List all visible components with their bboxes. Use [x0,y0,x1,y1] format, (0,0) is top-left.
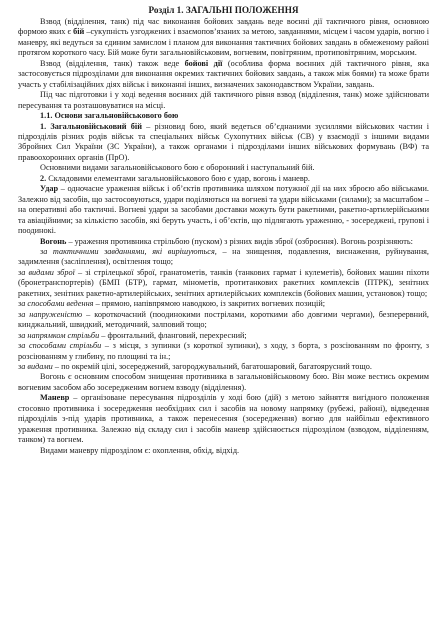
paragraph-text: – одночасне ураження військ і об’єктів противника шляхом потужної дії на них зброєю або військами. Залежно від засобів, що застосовуються, удари поділяються на вогневі та удари військами (силами); за масштабом – на оперативні або тактичні. Вогневі удари за засобами доставки можуть бути ракетними, ракетно-артилерійськими та авіаційними; за кількістю засобів, які беруть участь, і об’єктів, що підлягають ураженню, - зосереджені, групові і поодинокі. [18,184,429,236]
list-item-label: за напруженістю [18,309,83,319]
list-item-direction [18,331,429,341]
term-strike: Удар [40,184,59,194]
paragraph-battle-definition [18,17,429,59]
list-item-fire-types [18,362,429,372]
list-item-text: – по окремій цілі, зосереджений, загороджувальний, багатошаровий, багатоярусний тощо. [52,361,372,371]
paragraph-text: Складовими елементами загальновійськового бою є удар, вогонь і маневр. [46,173,310,183]
list-item-shooting-methods [18,341,429,362]
paragraph-maneuver-types: Видами маневру підрозділом є: охоплення, обхід, відхід. [40,445,240,455]
list-item-intensity [18,310,429,331]
paragraph-text: – ураження противника стрільбою (пуском) з різних видів зброї (озброєння). Вогонь розрізняють: [66,236,413,246]
list-item-label: за видами зброї [18,267,75,277]
paragraph-elements [18,174,429,184]
item-number: 2. [40,173,47,183]
list-item-label: за видами [18,361,53,371]
term-battle: бій [73,27,85,37]
list-item-firing-methods [18,299,429,309]
paragraph-movement: Під час підготовки і у ході ведення воєнних дій тактичного рівня взвод (відділення, танк) може здійснювати пересування та розташовуватися на місці. [18,90,429,110]
term-fire: Вогонь [40,236,67,246]
list-item-weapon-types [18,268,429,299]
paragraph-maneuver [18,393,429,445]
list-item-text: – фронтальний, фланговий, перехресний; [99,330,247,340]
list-item-text: – короткочасний (поодинокими пострілами, короткими або довгими чергами), безперервний, кинджальний, швидкий, методичний, залповий тощо; [18,309,429,330]
list-item-label: за тактичними завданнями, які вирішуються, [40,246,217,256]
paragraph-strike [18,184,429,236]
list-item-label: за напрямком стрільби [18,330,100,340]
list-item-text: – прямою, напівпрямою наводкою, із закритих вогневих позицій; [93,299,326,309]
section-title: Розділ 1. ЗАГАЛЬНІ ПОЛОЖЕННЯ [148,5,299,15]
paragraph-text: Взвод (відділення, танк) під час виконання бойових завдань веде воєнні дії тактичного рівня, основною формою яких є [18,17,429,37]
term-combined-arms-battle: 1. Загальновійськовий бій [40,121,142,131]
term-combat-actions: бойові дії [184,58,223,68]
paragraph-text: (особлива форма воєнних дій тактичного рівня, яка застосовується підрозділами для виконання окремих тактичних бойових завдань, а також між боями) та може брати участь у стабілізаційних діях військ і виконанні інших, визначених законодавством України, завдань. [18,58,429,89]
paragraph-combat-actions [18,59,429,90]
list-item-label: за способами стрільби [18,341,102,351]
paragraph-fire [18,237,429,247]
paragraph-text: Взвод (відділення, танк) також веде [40,58,185,68]
paragraph-fire-main-method: Вогонь є основним способом знищення противника в загальновійськовому бою. Він може вестись окремим вогневим засобом або зосередженим вогнем взводу (відділення). [18,372,429,392]
term-maneuver: Маневр [40,393,70,403]
list-item-text: – на знищення, подавлення, виснаження, руйнування, задимлення (засліплення), освітлення тощо; [18,246,429,267]
list-item-text: – зі стрілецької зброї, гранатометів, танків (танкових гармат і кулеметів), бойових машин піхоти (бронетранспортерів) (БМП (БТР), гармат, мінометів, протитанкових ракетних комплексів (ПТРК), зенітних ракетних, зенітних ракетно-артилерійських, зенітних артилерійських комплексів (бойових машин, установок) тощо; [18,267,429,298]
list-item-tactical-tasks [18,247,429,268]
paragraph-combined-arms [18,122,429,164]
list-item-text: – з місця, з зупинки (з короткої зупинки), з ходу, з борта, з розсіюванням по фронту, з розсіюванням у глибину, по площині та ін.; [18,341,429,361]
list-item-label: за способами ведення [18,299,94,309]
paragraph-text: –сукупність узгоджених і взаємопов’язаних за метою, завданнями, місцем і часом ударів, вогню і маневру, які ведуться за єдиним замислом і планом для виконання тактичних бойових завдань в обмеженому районі протягом короткого часу. Бій може бути загальновійськовим, вогневим, повітряним, протиповітряним, морським. [18,27,429,58]
paragraph-text: – організоване пересування підрозділів у ході бою (дій) з метою зайняття вигідного положення стосовно противника і зосередження необхідних сил і засобів на новому напрямку (рубежі, районі), відведення підрозділів з-під ударів противника, а також перенесення (зосередження) вогню для найбільш ефективного ураження противника. Залежно від складу сил і засобів маневр здійснюється підрозділом (взводом, відділенням, танком) та вогнем. [18,393,429,445]
paragraph-battle-types: Основними видами загальновійськового бою є оборонний і наступальний бій. [40,163,315,173]
subsection-heading: 1.1. Основи загальновійськового бою [40,111,179,121]
paragraph-text: – різновид бою, який ведеться об’єднаними зусиллями військових частин і підрозділів різних родів військ та спеціальних військ Сухопутних військ (СВ) у взаємодії з іншими видами Збройних Сил України (ЗС України), а також органами і підрозділами інших військових формувань (ВФ) та правоохоронних органів (ПрО). [18,121,429,162]
